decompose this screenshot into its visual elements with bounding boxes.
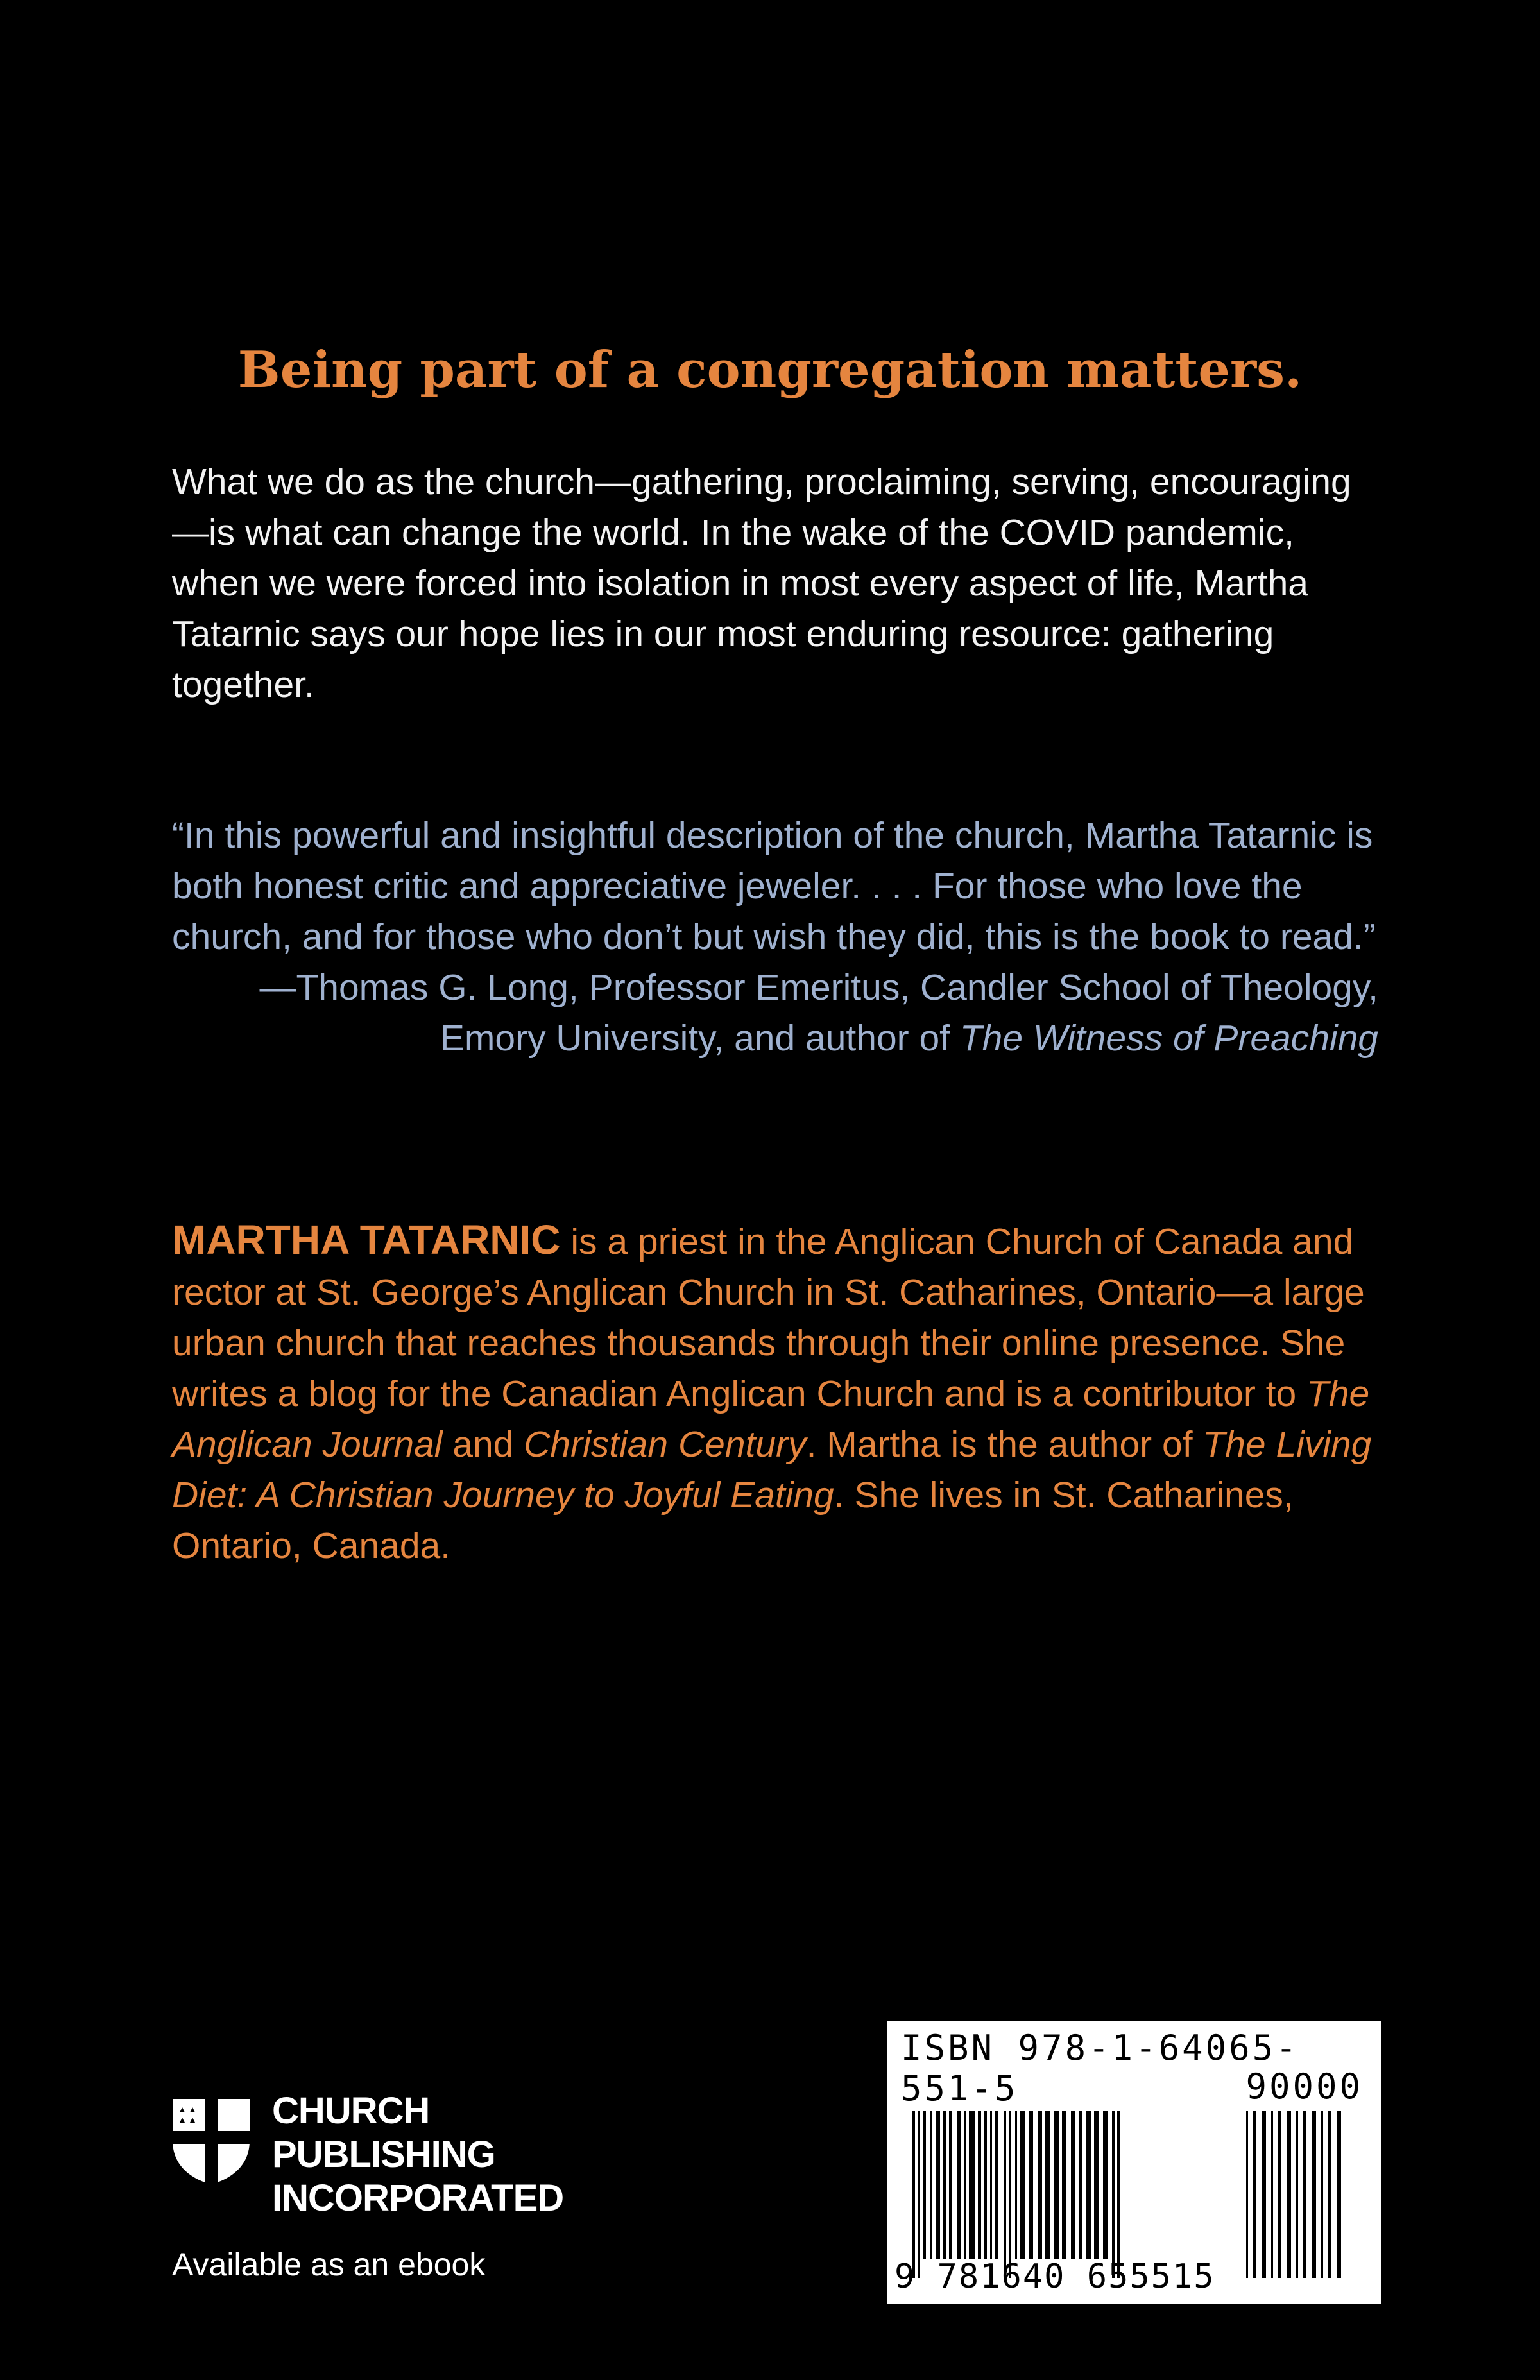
- barcode-bar: [1045, 2111, 1050, 2259]
- barcode-addon-bar: [1253, 2111, 1256, 2278]
- barcode-bar: [936, 2111, 940, 2259]
- barcode-bar: [930, 2111, 932, 2259]
- bio-book-title: The Living Diet: A Christian Journey to Joyful Eating: [172, 1424, 1372, 1516]
- price-code: 90000: [1245, 2066, 1363, 2107]
- barcode-bar: [1117, 2111, 1120, 2278]
- barcode-addon-bar: [1328, 2111, 1331, 2278]
- quote-text: “In this powerful and insightful description of the church, Martha Tatarnic is both honest critic and appreciative jeweler. . . . For those who love the church, and for those who don’t but wish they did, this is the book to read.”: [172, 815, 1376, 957]
- barcode-bar: [1062, 2111, 1066, 2259]
- barcode-bar: [969, 2111, 975, 2259]
- barcode-bar: [1103, 2111, 1108, 2259]
- bio-journal-1: The Anglican Journal: [172, 1373, 1370, 1465]
- barcode-addon-bar: [1296, 2111, 1298, 2278]
- barcode-bar: [1094, 2111, 1099, 2259]
- blurb-paragraph: What we do as the church—gathering, proclaiming, serving, encouraging—is what can change the world. In the wake of the COVID pandemic, when we were forced into isolation in most every aspect of life, Martha Tatarnic says our hope lies in our most enduring resource: gathering together.: [172, 461, 1351, 705]
- barcode-bar: [1112, 2111, 1115, 2278]
- publisher-line-3: INCORPORATED: [272, 2177, 564, 2219]
- barcode-addon-bar: [1312, 2111, 1316, 2278]
- endorsement-quote: [172, 810, 1378, 1064]
- barcode-bar: [995, 2111, 998, 2259]
- barcode-bar: [1015, 2111, 1017, 2259]
- barcode-bar: [964, 2111, 966, 2259]
- bio-journal-2: Christian Century: [524, 1424, 807, 1465]
- bio-text-2: . Martha is the author of: [806, 1424, 1203, 1465]
- publisher-line-2: PUBLISHING: [272, 2134, 495, 2175]
- attribution-book-title: The Witness of Preaching: [959, 1018, 1378, 1059]
- barcode-bar: [984, 2111, 987, 2259]
- barcode-bar: [978, 2111, 981, 2259]
- bio-text-1: is a priest in the Anglican Church of Canada and rector at St. George’s Anglican Church in St. Catharines, Ontario—a large urban church that reaches thousands through their online presence. She writes a blog for the Canadian Anglican Church and is a contributor to: [172, 1221, 1365, 1414]
- bio-and: and: [442, 1424, 524, 1465]
- barcode-bar: [1038, 2111, 1042, 2259]
- ebook-note: Available as an ebook: [172, 2247, 486, 2282]
- barcode-bar: [957, 2111, 961, 2259]
- barcode-addon-bar: [1278, 2111, 1281, 2278]
- barcode-bar: [1004, 2111, 1006, 2278]
- barcode-bar: [990, 2111, 992, 2259]
- publisher-logo: [169, 2089, 631, 2219]
- headline: Being part of a congregation matters.: [237, 341, 1303, 399]
- bio-text-3: . She lives in St. Catharines, Ontario, Canada.: [172, 1475, 1294, 1566]
- barcode-addon-bar: [1337, 2111, 1341, 2278]
- author-bio: [172, 1215, 1378, 1571]
- isbn-barcode: [887, 2021, 1381, 2304]
- barcode-bar: [1029, 2111, 1033, 2259]
- publisher-line-1: CHURCH: [272, 2090, 430, 2132]
- barcode-addon-bar: [1246, 2111, 1248, 2278]
- ean-digits: 9 781640 655515: [894, 2257, 1215, 2296]
- barcode-bar: [1009, 2111, 1011, 2278]
- attribution-line-1: —Thomas G. Long, Professor Emeritus, Candler School of Theology,: [259, 967, 1378, 1008]
- barcode-bar: [923, 2111, 926, 2259]
- isbn-number: ISBN 978-1-64065-551-5: [901, 2028, 1299, 2109]
- author-name: MARTHA TATARNIC: [172, 1217, 561, 1263]
- attribution-prefix: Emory University, and author of: [440, 1018, 960, 1059]
- barcode-bar: [912, 2111, 915, 2278]
- barcode-bar: [949, 2111, 952, 2259]
- barcode-bar: [1079, 2111, 1082, 2259]
- barcode-addon-bar: [1271, 2111, 1273, 2278]
- episcopal-shield-icon: [169, 2096, 253, 2186]
- barcode-bar: [1054, 2111, 1059, 2259]
- barcode-addon-bar: [1262, 2111, 1266, 2278]
- barcode-bar: [1071, 2111, 1075, 2259]
- barcode-bar: [1086, 2111, 1091, 2259]
- barcode-bar: [918, 2111, 920, 2278]
- barcode-bar: [943, 2111, 946, 2259]
- attribution-line-2: [172, 1013, 1378, 1064]
- publisher-name: [272, 2089, 563, 2220]
- barcode-addon-bar: [1303, 2111, 1306, 2278]
- barcode-addon-bar: [1287, 2111, 1291, 2278]
- quote-attribution: [172, 963, 1378, 1064]
- barcode-bar: [1020, 2111, 1025, 2259]
- barcode-addon-bar: [1321, 2111, 1323, 2278]
